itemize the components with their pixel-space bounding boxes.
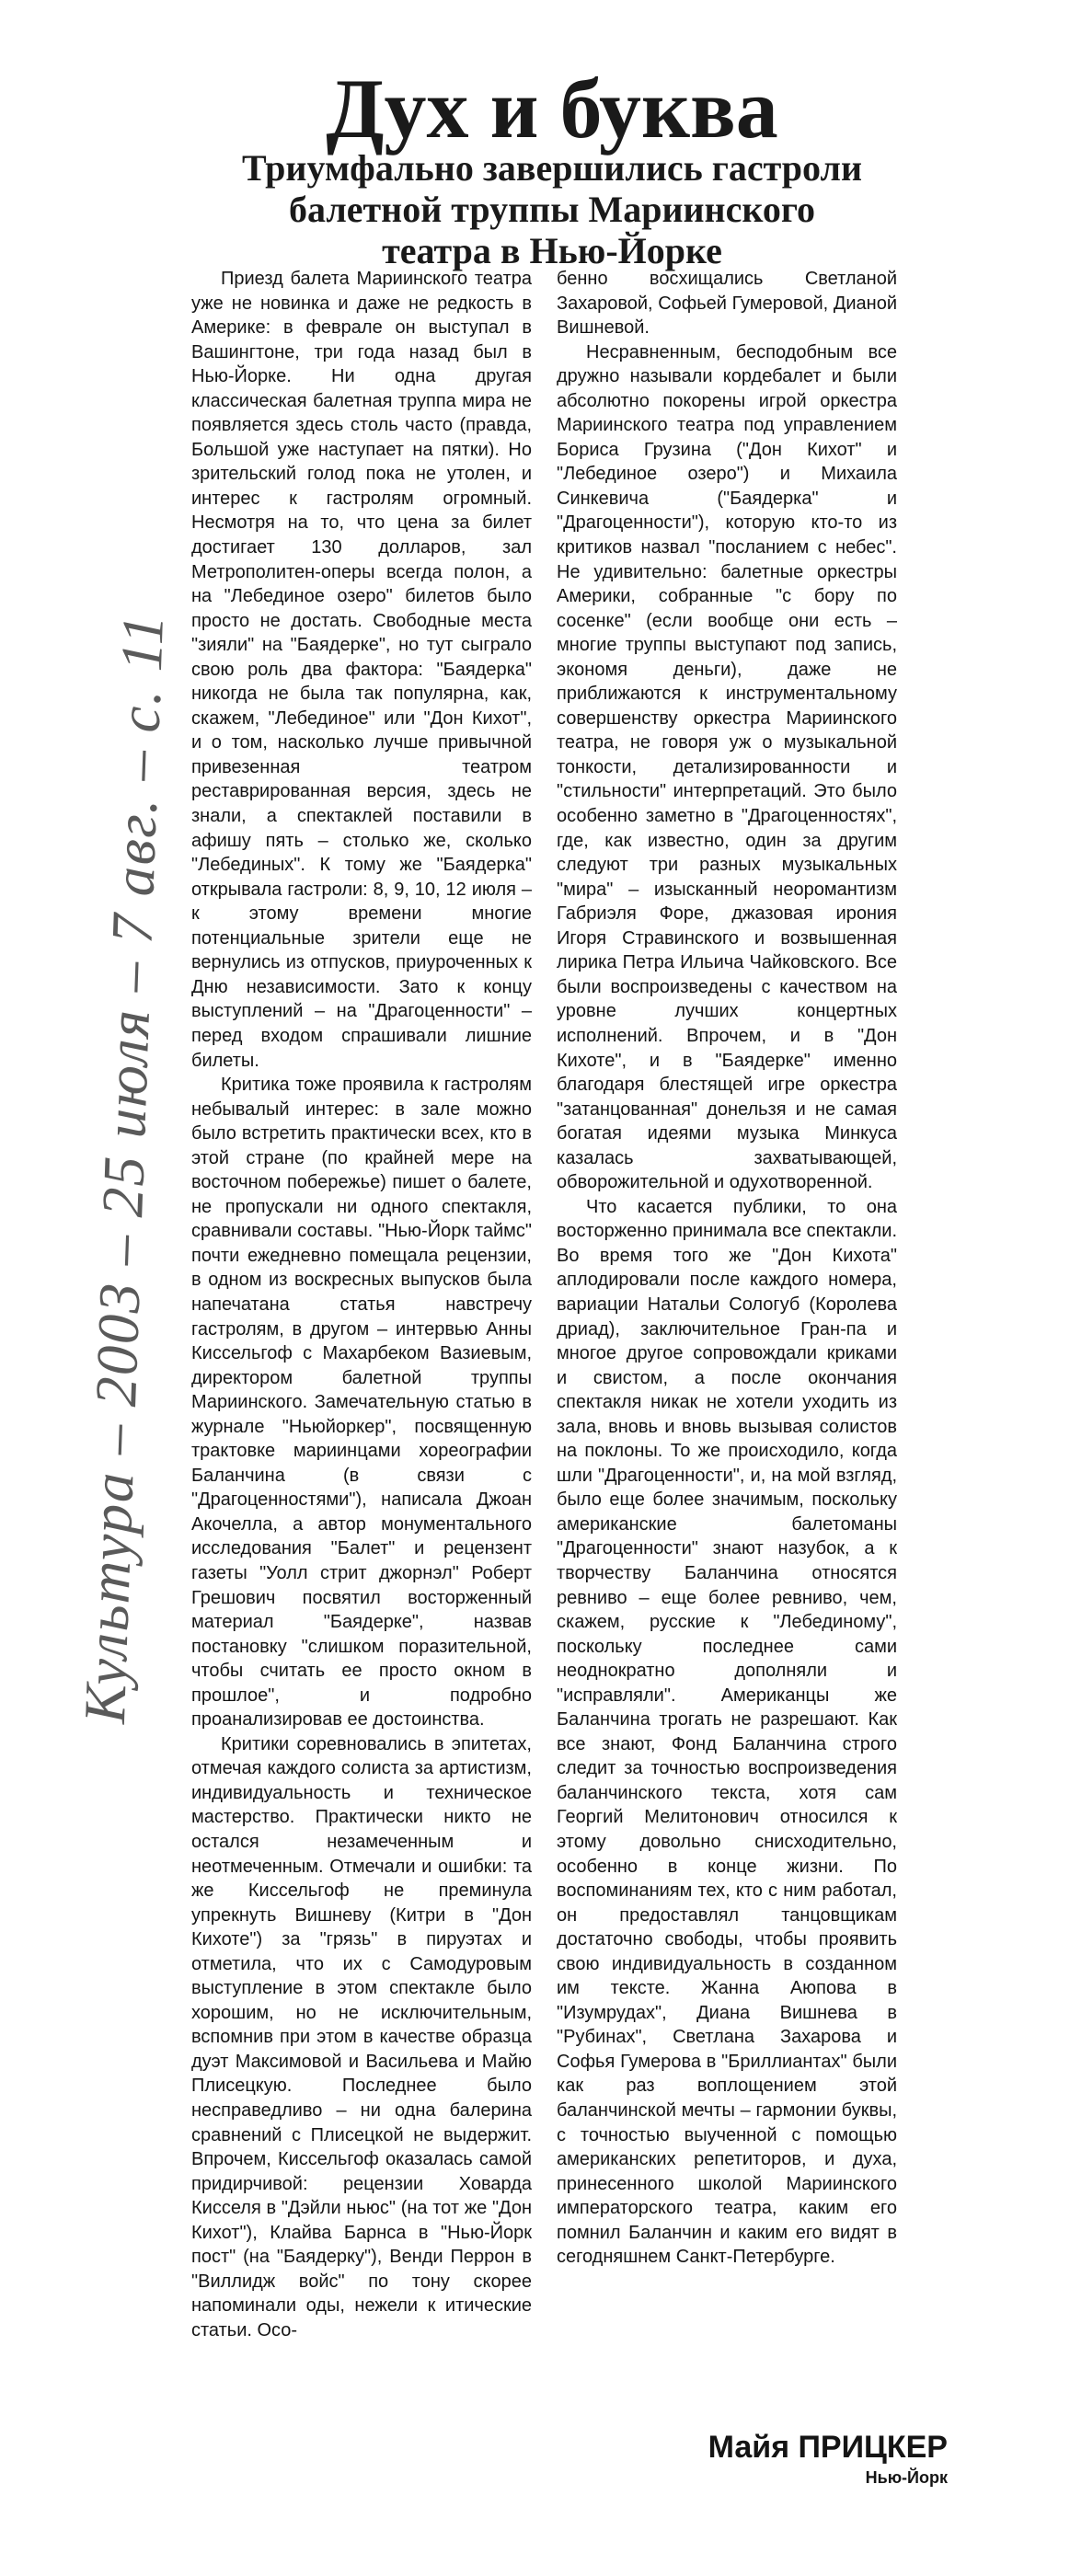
subheadline: Триумфально завершились гастроли балетной труппы Мариинского театра в Нью-Йорке xyxy=(242,147,862,271)
article-column-1 xyxy=(191,267,532,2342)
headline: Дух и буква xyxy=(326,62,778,155)
paragraph: Критики соревновались в эпитетах, отмечая каждого солиста за артистизм, индивидуальность и техническое мастерство. Практически никто не остался незамеченным и неотмеченным. Отмечали и ошибки: та же Киссельгоф не преминула упрекнуть Вишневу (Китри в "Дон Кихоте") за "грязь" в пируэтах и отметила, что их с Самодуровым выступление в этом спектакле было хорошим, но не исключительным, вспомнив при этом в качестве образца дуэт Максимовой и Васильева и Майю Плисецкую. Последнее было несправедливо – ни одна балерина сравнений с Плисецкой не выдержит. Впрочем, Киссельгоф оказалась самой придирчивой: рецензии Ховарда Кисселя в "Дэйли ньюс" (на тот же "Дон Кихот"), Клайва Барнса в "Нью-Йорк пост" (на "Баядерку"), Венди Перрон в "Виллидж войс" по тону скорее напоминали оды, нежели к итические статьи. Осо- xyxy=(191,1733,532,2340)
handwritten-source-note: Культура – 2003 – 25 июля – 7 авг. – с. 11 xyxy=(71,612,177,1725)
byline xyxy=(685,2429,948,2488)
dateline-city: Нью-Йорк xyxy=(865,2468,948,2487)
paragraph: Приезд балета Мариинского театра уже не новинка и даже не редкость в Америке: в феврале он выступал в Вашингтоне, три года назад был в Нью-Йорке. Ни одна другая классическая балетная труппа мира не появляется здесь столь часто (правда, Большой уже наступает на пятки). Но зрительский голод пока не утолен, и интерес к гастролям огромный. Несмотря на то, что цена за билет достигает 130 долларов, зал Метрополитен-оперы всегда полон, а на "Лебединое озеро" билетов было просто не достать. Свободные места "зияли" на "Баядерке", но тут сыграло свою роль два фактора: "Баядерка" никогда не была так популярна, как, скажем, "Лебединое" или "Дон Кихот", и о том, насколько лучше привычной привезенная театром реставрированная версия, здесь не знали, а спектаклей поставили в афишу пять – столько же, сколько "Лебединых". К тому же "Баядерка" открывала гастроли: 8, 9, 10, 12 июля – к этому времени многие потенциальные зрители еще не вернулись из отпусков, приуроченных к Дню независимости. Зато к концу выступлений – на "Драгоценности" – перед входом спрашивали лишние билеты. xyxy=(191,269,532,1071)
paragraph: Критика тоже проявила к гастролям небывалый интерес: в зале можно было встретить практически всех, кто в этой стране (по крайней мере на восточном побережье) пишет о балете, не пропускали ни одного спектакля, сравнивали составы. "Нью-Йорк таймс" почти ежедневно помещала рецензии, в одном из воскресных выпусков была напечатана статья навстречу гастролям, в другом – интервью Анны Киссельгоф с Махарбеком Вазиевым, директором балетной труппы Мариинского. Замечательную статью в журнале "Ньюйоркер", посвященную трактовке мариинцами хореографии Баланчина (в связи с "Драгоценностями"), написала Джоан Акочелла, а автор монументального исследования "Балет" и рецензент газеты "Уолл стрит джорнэл" Роберт Грешович посвятил восторженный материал "Баядерке", назвав постановку "слишком поразительной, чтобы считать ее просто окном в прошлое", и подробно проанализировав ее достоинства. xyxy=(191,1075,532,1731)
author-name: Майя ПРИЦКЕР xyxy=(708,2430,948,2465)
paragraph: Несравненным, бесподобным все дружно называли кордебалет и были абсолютно покорены игрой оркестра Мариинского театра под управлением Бориса Грузина ("Дон Кихот" и "Лебединое озеро") и Михаила Синкевича ("Баядерка" и "Драгоценности"), которую кто-то из критиков назвал "посланием с небес". Не удивительно: балетные оркестры Америки, собранные "с бору по сосенке" (если вообще они есть – многие труппы выступают под запись, экономя деньги), даже не приближаются к инструментальному совершенству оркестра Мариинского театра, не говоря уж о музыкальной тонкости, детализированности и "стильности" интерпретаций. Это было особенно заметно в "Драгоценностях", где, как известно, один за другим следуют три разных музыкальных "мира" – изысканный неоромантизм Габриэля Форе, джазовая ирония Игоря Стравинского и возвышенная лирика Петра Ильича Чайковского. Все были воспроизведены с качеством на уровне лучших концертных исполнений. Впрочем, и в "Дон Кихоте", и в "Баядерке" именно благодаря блестящей игре оркестра "затанцованная" донельзя и не самая богатая идеями музыка Минкуса казалась захватывающей, обворожительной и одухотворенной. xyxy=(557,341,897,1193)
paragraph: Что касается публики, то она восторженно принимала все спектакли. Во время того же "Дон Кихота" аплодировали после каждого номера, вариации Натальи Сологуб (Королева дриад), заключительное Гран-па и многое другое сопровождали криками и свистом, а после окончания спектакля никак не хотели уходить из зала, вновь и вновь вызывая солистов на поклоны. То же происходило, когда шли "Драгоценности", и, на мой взгляд, было еще более значимым, поскольку американские балетоманы "Драгоценности" знают назубок, а к творчеству Баланчина относятся ревниво – еще более ревниво, чем, скажем, русские к "Лебединому", поскольку последнее сами неоднократно дополняли и "исправляли". Американцы же Баланчина трогать не разрешают. Как все знают, Фонд Баланчина строго следит за точностью воспроизведения баланчинского текста, хотя сам Георгий Мелитонович относился к этому довольно снисходительно, особенно в конце жизни. По воспоминаниям тех, кто с ним работал, он предоставлял танцовщикам достаточно свободы, чтобы проявить свою индивидуальность в созданном им тексте. Жанна Аюпова в "Изумрудах", Диана Вишнева в "Рубинах", Светлана Захарова и Софья Гумерова в "Бриллиантах" были как раз воплощением этой баланчинской мечты – гармонии буквы, с точностью выученной с помощью американских репетиторов, и духа, принесенного школой Мариинского императорского театра, каким его помнил Баланчин и каким его видят в сегодняшнем Санкт-Петербурге. xyxy=(557,1196,897,2268)
paragraph: бенно восхищались Светланой Захаровой, Софьей Гумеровой, Дианой Вишневой. xyxy=(557,269,897,339)
article-column-2 xyxy=(557,267,897,2270)
